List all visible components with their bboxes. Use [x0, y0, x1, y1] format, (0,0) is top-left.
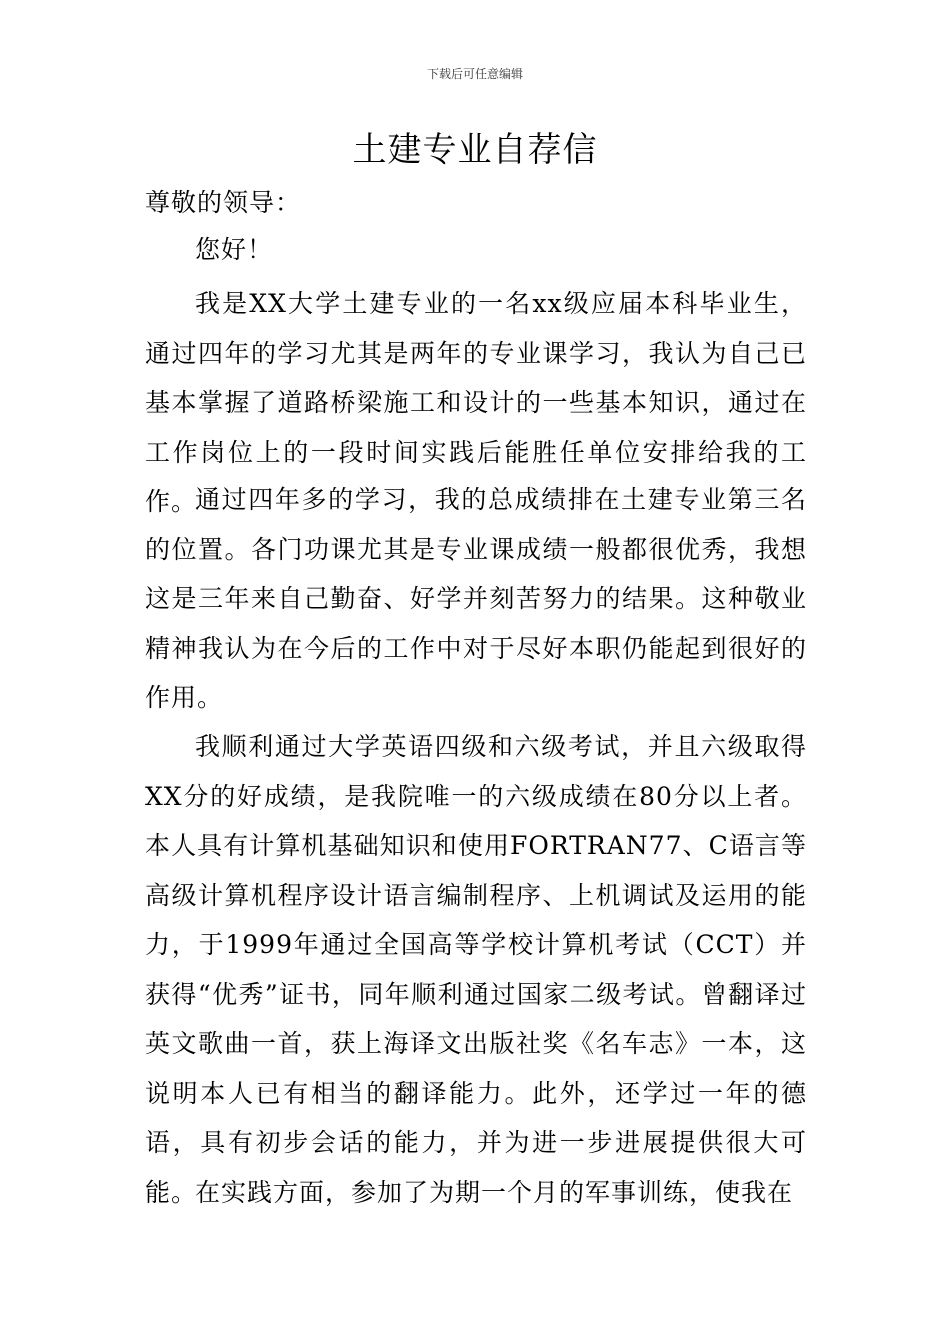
- salutation: 尊敬的领导：: [145, 188, 302, 217]
- greeting: 您好！: [195, 235, 274, 264]
- paragraph-3: 我顺利通过大学英语四级和六级考试，并且六级取得XX分的好成绩，是我院唯一的六级成绩在80分以上者。本人具有计算机基础知识和使用FORTRAN77、C语言等高级计算机程序设计语言编制程序、上机调试及运用的能力，于1999年通过全国高等学校计算机考试（CCT）并获得“优秀”证书，同年顺利通过国家二级考试。曾翻译过英文歌曲一首，获上海译文出版社奖《名车志》一本，这说明本人已有相当的翻译能力。此外，还学过一年的德语，具有初步会话的能力，并为进一步进展提供很大可能。: [145, 732, 807, 1207]
- paragraph-1: 我是XX大学土建专业的一名xx级应届本科毕业生，通过四年的学习尤其是两年的专业课学习，我认为自己已基本掌握了道路桥梁施工和设计的一些基本知识，通过在工作岗位上的一段时间实践后能胜任单位安排给我的工作。: [145, 289, 807, 516]
- header-note: 下载后可任意编辑: [426, 67, 523, 81]
- document-title: 土建专业自荐信: [352, 130, 598, 170]
- paragraph-2: 通过四年多的学习，我的总成绩排在土建专业第三名的位置。各门功课尤其是专业课成绩一般都很优秀，我想这是三年来自己勤奋、好学并刻苦努力的结果。这种敬业精神我认为在今后的工作中对于尽好本职仍能起到很好的作用。: [145, 485, 807, 712]
- paragraph-4: 在实践方面，参加了为期一个月的军事训练，使我在: [195, 1178, 794, 1207]
